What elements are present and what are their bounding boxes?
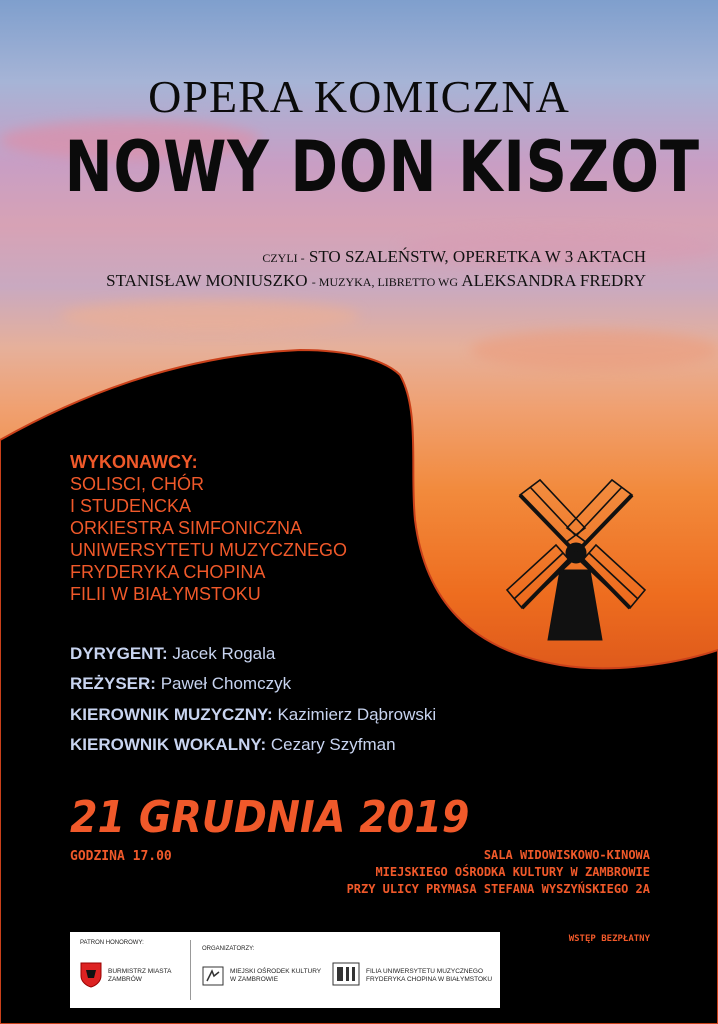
czyli-prefix: CZYLI -	[262, 251, 305, 265]
performers-line: I STUDENCKA	[70, 496, 192, 516]
venue-line: MIEJSKIEGO OŚRODKA KULTURY W ZAMBROWIE	[375, 865, 650, 879]
crew-name: Cezary Szyfman	[270, 735, 396, 754]
mok-logo-icon	[202, 966, 224, 986]
venue-line: SALA WIDOWISKOWO-KINOWA	[483, 848, 650, 862]
crew-role: DYRYGENT:	[70, 644, 168, 663]
organizer-mok-line: W ZAMBROWIE	[230, 976, 279, 983]
crew-vocal-director	[70, 735, 396, 755]
crew-conductor	[70, 644, 275, 664]
crew-music-director	[70, 705, 436, 725]
zambrow-crest-icon	[80, 962, 102, 988]
organizer-university-line: FRYDERYKA CHOPINA W BIAŁYMSTOKU	[366, 976, 493, 983]
performers-line: UNIWERSYTETU MUZYCZNEGO	[70, 540, 347, 560]
librettist: ALEKSANDRA FREDRY	[461, 271, 646, 290]
crew-name: Kazimierz Dąbrowski	[277, 705, 437, 724]
crew-role: KIEROWNIK WOKALNY:	[70, 735, 267, 754]
genre-heading: OPERA KOMICZNA	[148, 71, 570, 122]
crew-role: REŻYSER:	[70, 674, 156, 693]
crew-director	[70, 674, 291, 694]
venue-block	[347, 847, 650, 898]
crew-name: Paweł Chomczyk	[160, 674, 292, 693]
organizers-label: ORGANIZATORZY:	[202, 946, 255, 952]
performers-line: SOLISCI, CHÓR	[70, 474, 205, 494]
event-hour: GODZINA 17.00	[70, 849, 172, 864]
performers-line: FILII W BIAŁYMSTOKU	[70, 584, 261, 604]
patron-city-line: ZAMBRÓW	[108, 976, 142, 983]
composer: STANISŁAW MONIUSZKO	[106, 271, 308, 290]
performers-block	[70, 451, 347, 605]
organizer-mok-line: MIEJSKI OŚRODEK KULTURY	[230, 968, 322, 975]
venue-line: PRZY ULICY PRYMASA STEFANA WYSZYŃSKIEGO 2A	[346, 882, 650, 896]
event-date: 21 GRUDNIA 2019	[70, 792, 470, 843]
patron-label: PATRON HONOROWY:	[80, 940, 144, 946]
patron-name-line: BURMISTRZ MIASTA	[108, 968, 172, 975]
czyli-text: STO SZALEŃSTW, OPERETKA W 3 AKTACH	[308, 247, 646, 266]
divider	[190, 940, 191, 1000]
libretto-prefix: - MUZYKA, LIBRETTO WG	[311, 275, 459, 289]
performers-line: ORKIESTRA SIMFONICZNA	[70, 518, 303, 538]
opera-title: NOWY DON KISZOT	[64, 126, 700, 208]
organizer-mok	[230, 968, 321, 984]
university-logo-icon	[332, 962, 360, 986]
windmill-icon	[507, 480, 645, 640]
sponsors-footer	[70, 932, 500, 1008]
admission-note: WSTĘP BEZPŁATNY	[568, 934, 650, 944]
performers-heading: WYKONAWCY:	[70, 452, 198, 472]
organizer-university	[366, 968, 492, 984]
performers-line: FRYDERYKA CHOPINA	[70, 562, 266, 582]
patron-name	[108, 968, 171, 984]
organizer-university-line: FILIA UNIWERSYTETU MUZYCZNEGO	[366, 968, 484, 975]
crew-role: KIEROWNIK MUZYCZNY:	[70, 705, 273, 724]
subtitle-line-2	[106, 271, 646, 291]
crew-name: Jacek Rogala	[172, 644, 276, 663]
subtitle-line-1	[262, 247, 646, 267]
